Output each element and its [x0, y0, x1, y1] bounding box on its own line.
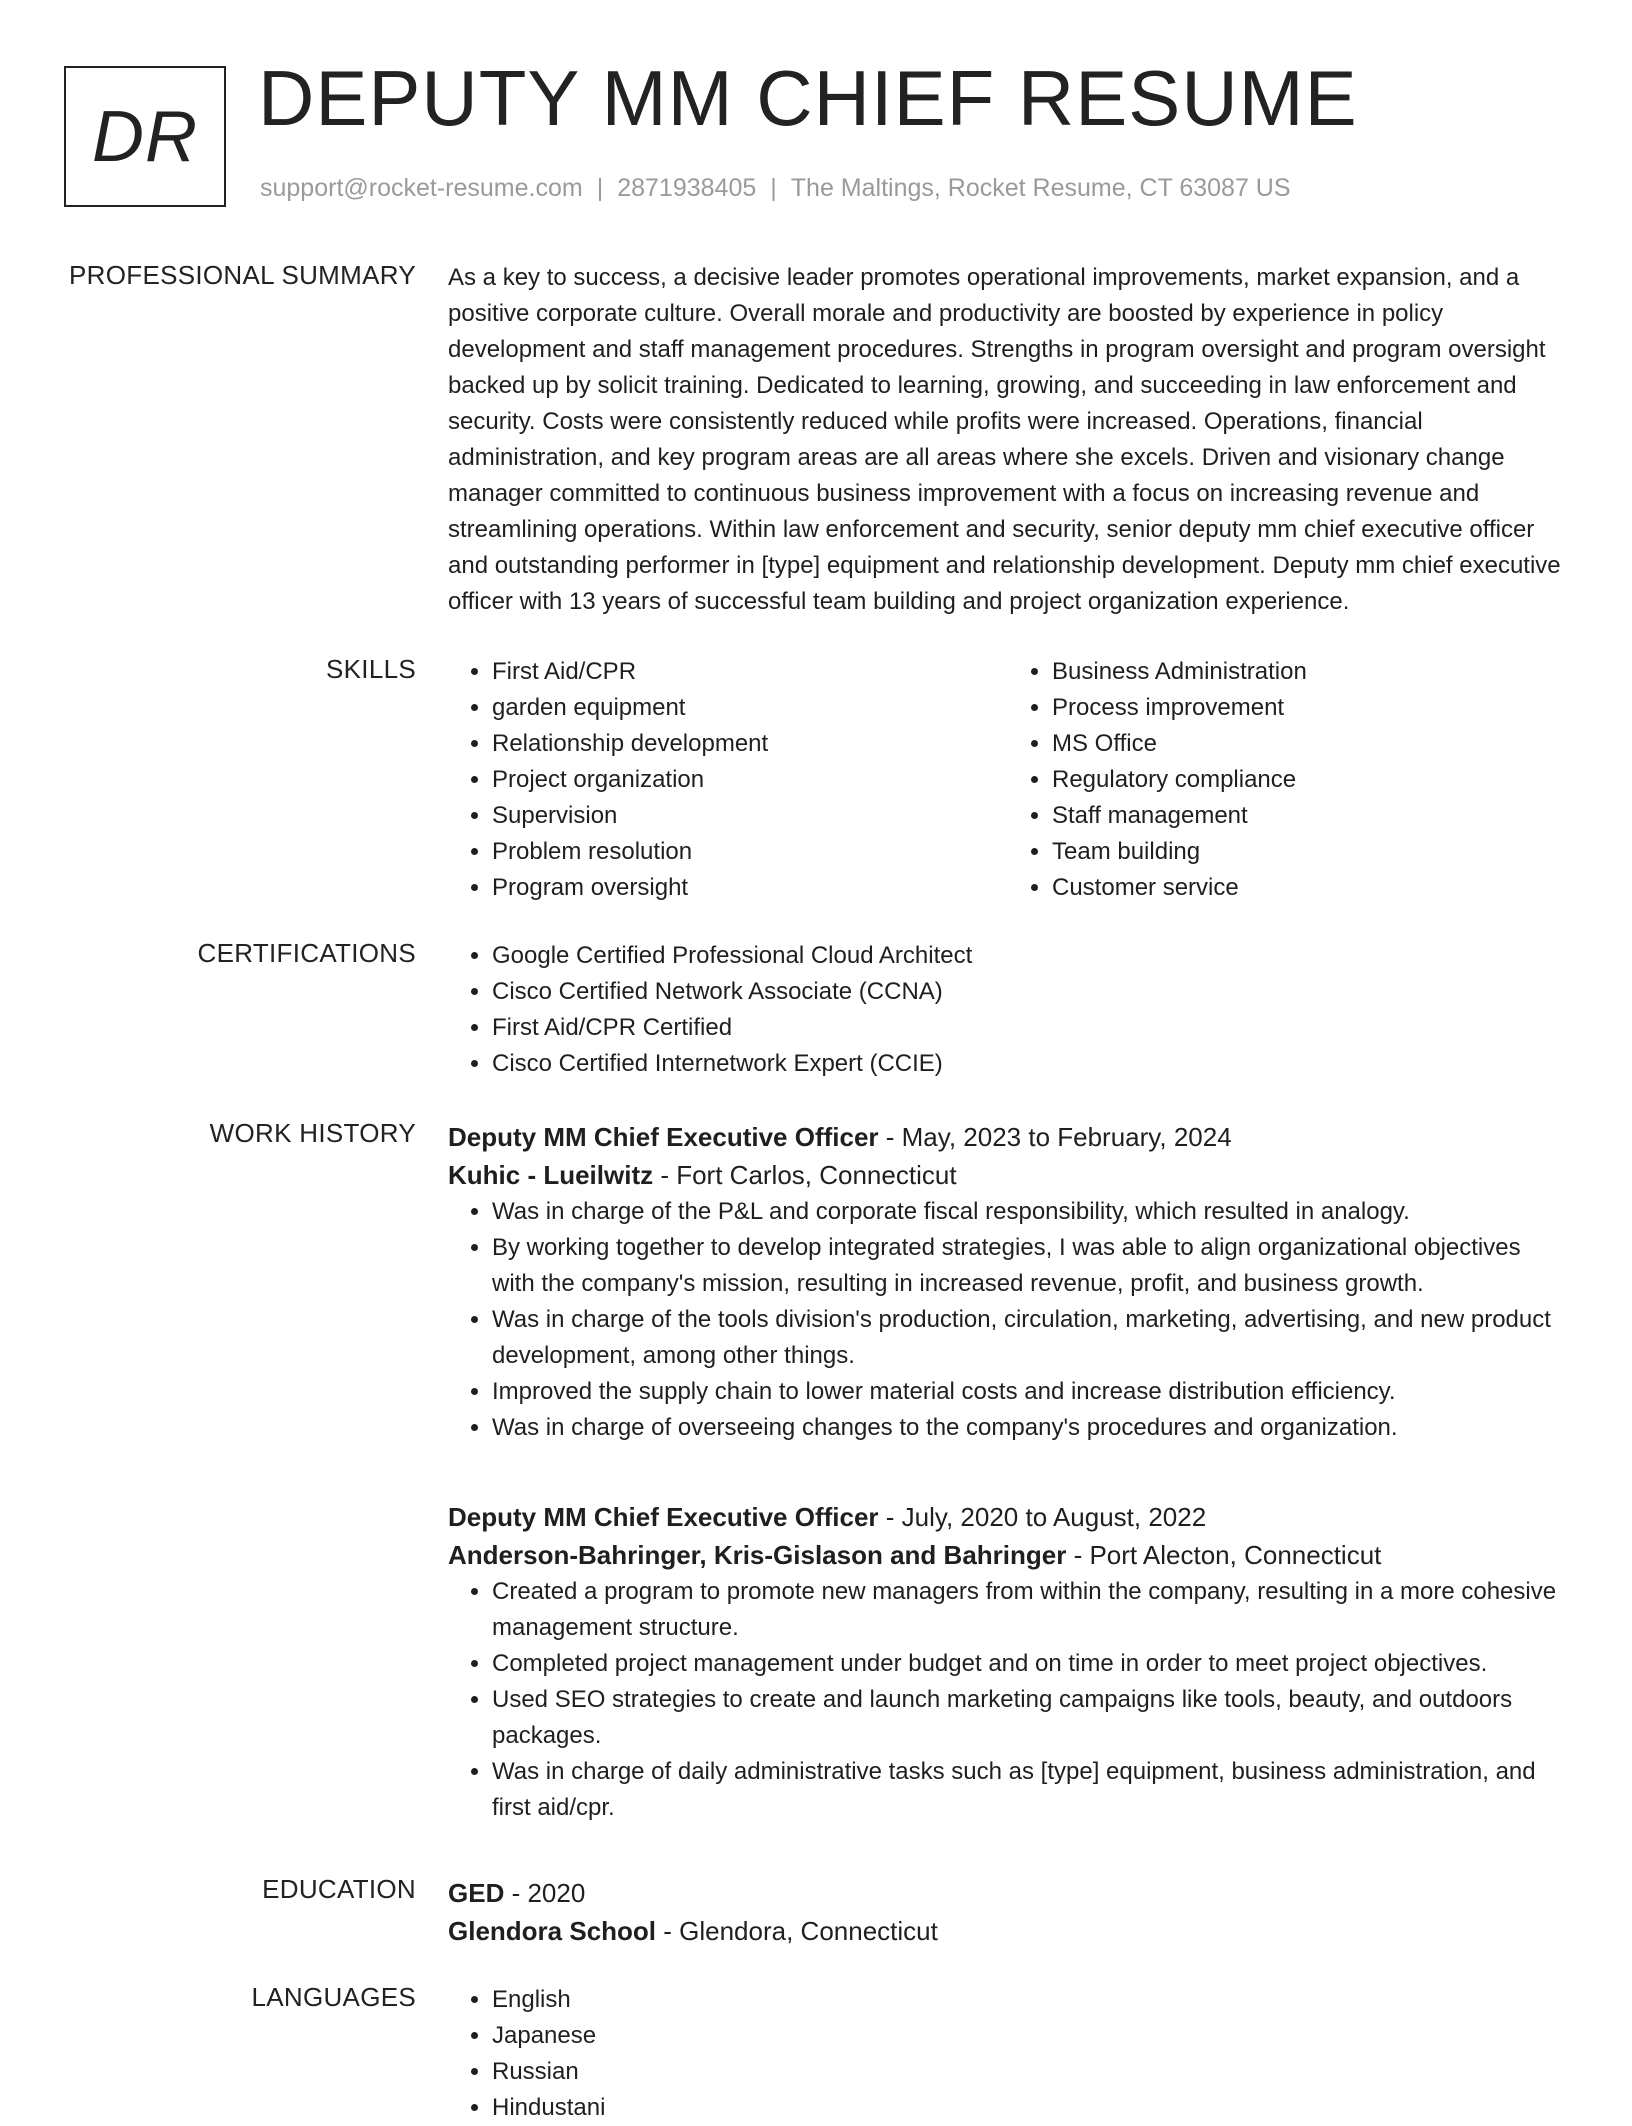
- languages-list: [448, 1982, 1568, 2126]
- language-item: • Hindustani: [492, 2090, 1568, 2126]
- monogram-badge: DR: [64, 66, 226, 207]
- section-heading-education: EDUCATION: [262, 1874, 416, 1904]
- language-item: • Japanese: [492, 2018, 1568, 2054]
- education-school: Glendora School: [448, 1916, 657, 1946]
- job-company: Kuhic - Lueilwitz: [448, 1160, 654, 1190]
- job-duties-list: [448, 1194, 1568, 1446]
- job-title-line: [448, 1498, 1568, 1536]
- contact-email[interactable]: support@rocket-resume.com: [260, 174, 583, 202]
- skill-item: • Supervision: [492, 798, 1008, 834]
- section-heading-summary: PROFESSIONAL SUMMARY: [69, 260, 416, 290]
- job-dates: - July, 2020 to August, 2022: [878, 1502, 1207, 1532]
- summary-paragraph: As a key to success, a decisive leader promotes operational improvements, market expansion, and a positive corporate culture. Overall morale and productivity are boosted by experience in policy development and staff management procedures. Strengths in program oversight and program oversight backed up by solicit training. Dedicated to learning, growing, and succeeding in law enforcement and security. Costs were consistently reduced while profits were increased. Operations, financial administration, and key program areas are all areas where she excels. Driven and visionary change manager committed to continuous business improvement with a focus on increasing revenue and streamlining operations. Within law enforcement and security, senior deputy mm chief executive officer and outstanding performer in [type] equipment and relationship development. Deputy mm chief executive officer with 13 years of successful team building and project organization experience.: [448, 264, 1561, 615]
- skill-item: • Program oversight: [492, 870, 1008, 906]
- skill-item: • Problem resolution: [492, 834, 1008, 870]
- certification-item: • First Aid/CPR Certified: [492, 1010, 1568, 1046]
- job-duty-item: • Was in charge of the P&L and corporate fiscal responsibility, which resulted in analogy.: [492, 1194, 1568, 1230]
- education-year: - 2020: [504, 1878, 586, 1908]
- job-company-line: [448, 1536, 1568, 1574]
- contact-phone[interactable]: 2871938405: [617, 174, 757, 202]
- language-item: • English: [492, 1982, 1568, 2018]
- language-item: • Russian: [492, 2054, 1568, 2090]
- job-title-line: [448, 1118, 1568, 1156]
- job-duty-item: • Used SEO strategies to create and launch marketing campaigns like tools, beauty, and outdoors packages.: [492, 1682, 1568, 1754]
- skills-list-left: [448, 654, 1008, 906]
- job-company-line: [448, 1156, 1568, 1194]
- job-entry: [448, 1498, 1568, 1826]
- contact-address: The Maltings, Rocket Resume, CT 63087 US: [790, 174, 1291, 202]
- skill-item: • Relationship development: [492, 726, 1008, 762]
- job-location: - Port Alecton, Connecticut: [1066, 1540, 1382, 1570]
- education-location: - Glendora, Connecticut: [656, 1916, 938, 1946]
- skill-item: • First Aid/CPR: [492, 654, 1008, 690]
- skill-item: • Project organization: [492, 762, 1008, 798]
- job-duty-item: • Was in charge of overseeing changes to the company's procedures and organization.: [492, 1410, 1568, 1446]
- job-title: Deputy MM Chief Executive Officer: [448, 1502, 879, 1532]
- job-company: Anderson-Bahringer, Kris-Gislason and Bahringer: [448, 1540, 1067, 1570]
- contact-separator: |: [596, 174, 604, 202]
- skill-item: • Regulatory compliance: [1052, 762, 1568, 798]
- certification-item: • Cisco Certified Internetwork Expert (CCIE): [492, 1046, 1568, 1082]
- education-school-line: [448, 1912, 1568, 1950]
- skills-list-right: [1008, 654, 1568, 906]
- job-dates: - May, 2023 to February, 2024: [878, 1122, 1232, 1152]
- skill-item: • Staff management: [1052, 798, 1568, 834]
- job-duty-item: • Completed project management under budget and on time in order to meet project objectives.: [492, 1646, 1568, 1682]
- job-duties-list: [448, 1574, 1568, 1826]
- skill-item: • Customer service: [1052, 870, 1568, 906]
- job-title: Deputy MM Chief Executive Officer: [448, 1122, 879, 1152]
- contact-separator: |: [770, 174, 777, 202]
- job-duty-item: • Improved the supply chain to lower material costs and increase distribution efficiency.: [492, 1374, 1568, 1410]
- job-location: - Fort Carlos, Connecticut: [653, 1160, 957, 1190]
- education-degree-line: [448, 1874, 1568, 1912]
- job-duty-item: • Created a program to promote new managers from within the company, resulting in a more cohesive management structure.: [492, 1574, 1568, 1646]
- section-heading-skills: SKILLS: [326, 654, 416, 684]
- skill-item: • Team building: [1052, 834, 1568, 870]
- skill-item: • MS Office: [1052, 726, 1568, 762]
- resume-title: DEPUTY MM CHIEF RESUME: [258, 54, 1358, 142]
- skill-item: • Process improvement: [1052, 690, 1568, 726]
- job-duty-item: • By working together to develop integrated strategies, I was able to align organizational objectives with the company's mission, resulting in increased revenue, profit, and business growth.: [492, 1230, 1568, 1302]
- education-degree: GED: [448, 1878, 505, 1908]
- job-duty-item: • Was in charge of the tools division's production, circulation, marketing, advertising, and new product development, among other things.: [492, 1302, 1568, 1374]
- section-heading-work-history: WORK HISTORY: [209, 1118, 416, 1148]
- job-duty-item: • Was in charge of daily administrative tasks such as [type] equipment, business administration, and first aid/cpr.: [492, 1754, 1568, 1826]
- section-heading-languages: LANGUAGES: [251, 1982, 416, 2012]
- contact-line: [260, 174, 1291, 203]
- section-heading-certifications: CERTIFICATIONS: [197, 938, 416, 968]
- skill-item: • Business Administration: [1052, 654, 1568, 690]
- certification-item: • Cisco Certified Network Associate (CCNA): [492, 974, 1568, 1010]
- certifications-list: [448, 938, 1568, 1082]
- skill-item: • garden equipment: [492, 690, 1008, 726]
- job-entry: [448, 1118, 1568, 1446]
- certification-item: • Google Certified Professional Cloud Architect: [492, 938, 1568, 974]
